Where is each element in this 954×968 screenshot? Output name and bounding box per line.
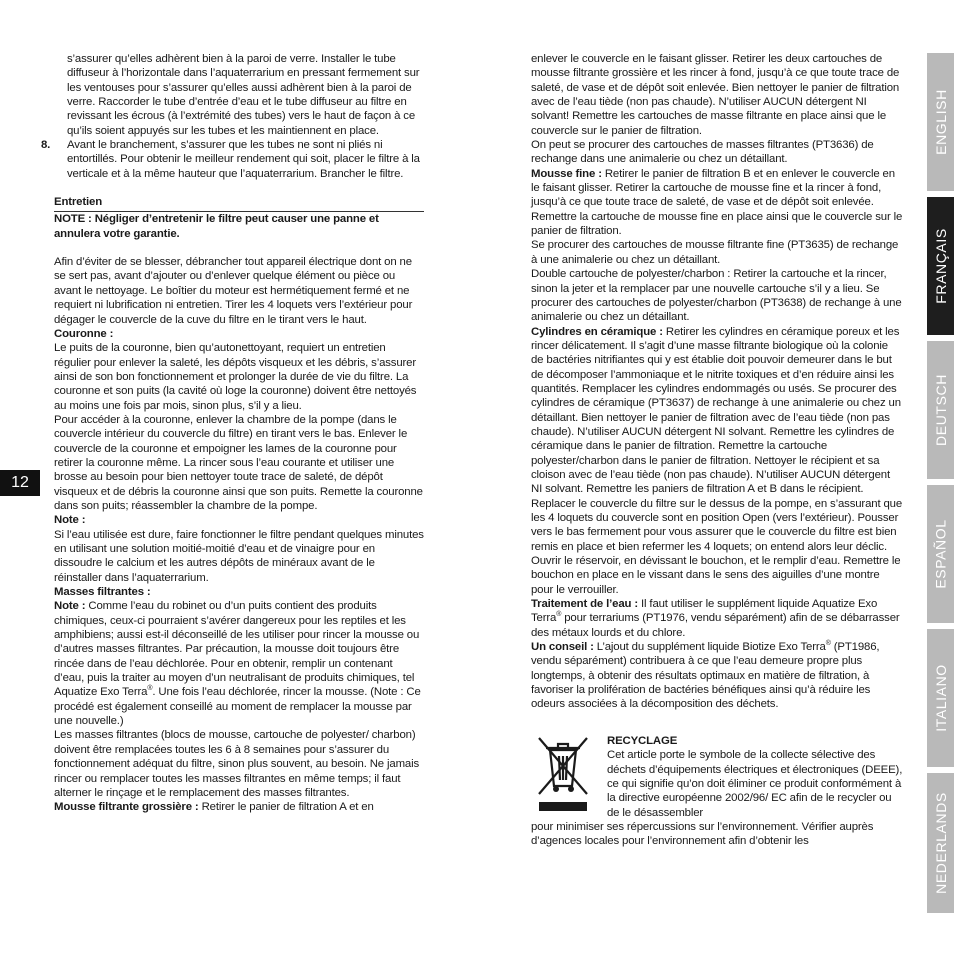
safety-paragraph: Afin d’éviter de se blesser, débrancher tout appareil électrique dont on ne se sert pas, avant d’ajouter ou d’enlever quelque élément ou pièce ou avant le nettoyage. Le boîtier du moteur est hermétiquement fermé et ne requiert ni lubrification ni entretien. Tirer les 4 loquets vers l’extérieur pour dégager le couvercle de la cuve du filtre en le tirant vers le haut.	[54, 256, 413, 326]
recycling-paragraph-1: Cet article porte le symbole de la collecte sélective des déchets d’équipements électriques et électroniques (DEEE), ce qui signifie qu’on doit éliminer ce produit conformément à la directive européenne 2002/96/ EC afin de le recycler ou de le désassembler	[607, 749, 903, 819]
step7-continued: s’assurer qu’elles adhèrent bien à la paroi de verre. Installer le tube diffuseur à l’horizontale dans l’aquaterrarium en pressant fermement sur les ventouses pour s’assurer qu’elles aussi adhèrent bien à la paroi de verre. Raccorder le tube d’entrée d’eau et le tube diffuseur au filtre en revissant les écrous (à l’extrémité des tubes) vers le haut de façon à ce qu’ils soient appuyés sur les tubes et les maintiennent en place.	[67, 53, 420, 137]
masses-note-text-b: . Une fois l’eau déchlorée, rincer la mousse. (Note : Ce procédé est également conseillé au moment de remplacer la mousse par une nouvelle.)	[54, 686, 421, 728]
step-8-number: 8.	[41, 139, 51, 152]
step-8	[41, 138, 424, 181]
step-8-text: Avant le branchement, s’assurer que les tubes ne sont ni pliés ni entortillés. Pour obtenir le meilleur rendement qui soit, placer le filtre à la verticale et à la même hauteur que l’aquaterrarium. Brancher le filtre.	[67, 139, 420, 180]
warranty-note: NOTE : Négliger d’entretenir le filtre peut causer une panne et annulera votre garantie.	[54, 213, 379, 240]
grossiere-continued: enlever le couvercle en le faisant glisser. Retirer les deux cartouches de mousse filtrante grossière et les rincer à fond, jusqu’à ce que toute trace de saleté, de vase et de dépôt soit enlevée. Bien nettoyer le panier de filtration avec de l’eau tiède (non pas chaude). N’utiliser AUCUN détergent NI solvant! Remettre les cartouches de masse filtrante en place ainsi que le couvercle sur le panier de filtration.	[531, 53, 900, 137]
recycling-heading: RECYCLAGE	[607, 734, 678, 747]
fine-refill-info: Se procurer des cartouches de mousse filtrante fine (PT3635) de rechange à une animalerie ou chez un détaillant.	[531, 239, 899, 266]
tip-text-b: (PT1986, vendu séparément) contribuera à ce que l’eau demeure propre plus longtemps, à obtenir des résultats optimaux en matière de filtration, à favoriser la prolifération de bactéries bénéfiques ainsi qu’à réduire les odeurs associées à la décomposition des déchets.	[531, 641, 880, 711]
tab-english[interactable]: ENGLISH	[927, 53, 954, 191]
recycling-section	[531, 734, 903, 849]
water-treatment-text-a: Il faut utiliser le supplément liquide Aquatize Exo Terra	[531, 598, 878, 625]
registered-mark: ®	[556, 611, 562, 619]
grossiere-text: Retirer le panier de filtration A et en	[198, 801, 374, 814]
section-heading-entretien: Entretien	[54, 195, 424, 212]
right-column	[531, 52, 903, 849]
fine-text: Retirer le panier de filtration B et en enlever le couvercle en le faisant glisser. Retirer la cartouche de mousse fine et la rincer à fond, jusqu’à ce que toute trace de saleté, de vase et de dépôt soit enlevée. Remettre la cartouche de mousse fine en place ainsi que le couvercle sur le panier de filtration.	[531, 167, 903, 238]
water-treatment-text-b: pour terrariums (PT1976, vendu séparément) afin de se débarrasser des métaux lourds et du chlore.	[531, 612, 900, 639]
grossiere-paragraph	[54, 800, 424, 814]
tab-nederlands[interactable]: NEDERLANDS	[927, 773, 954, 913]
page-number: 12	[0, 470, 40, 496]
polyester-paragraph: Double cartouche de polyester/charbon : Retirer la cartouche et la rincer, sinon la jeter et la remplacer par une nouvelle cartouche s’il y a lieu. Se procurer des cartouches de polyester/charbon (PT3638) de rechange à une animalerie ou chez un détaillant.	[531, 268, 902, 324]
grossiere-label: Mousse filtrante grossière :	[54, 801, 199, 814]
registered-mark: ®	[825, 640, 831, 648]
couronne-paragraph-2: Pour accéder à la couronne, enlever la chambre de la pompe (dans le couvercle intérieur du couvercle du filtre) en tirant vers le bas. Enlever le couvercle de la couronne et empoigner les lames de la couronne pour retirer la couronne même. La rincer sous l’eau courante et utiliser une brosse au besoin pour bien nettoyer toute trace de saleté, de dépôt visqueux et de débris la couronne ainsi que son puits. Remette la couronne dans son puits; réassembler la chambre de la pompe.	[54, 413, 423, 512]
couronne-paragraph-1: Le puits de la couronne, bien qu’autonettoyant, requiert un entretien régulier pour enlever la saleté, les dépôts visqueux et les débris, s’assurer ainsi de son bon fonctionnement et prolonger la durée de vie du filtre. La couronne et son puits (la cavité où loge la couronne) doivent être nettoyés au moins une fois par mois, sinon plus, s’il y a lieu.	[54, 342, 417, 412]
masses-heading: Masses filtrantes :	[54, 586, 151, 599]
reservoir-paragraph: Ouvrir le réservoir, en dévissant le bouchon, et le remplir d’eau. Remettre le bouchon en place en le vissant dans le sens des aiguilles d’une montre pour le verrouiller.	[531, 555, 901, 596]
masses-paragraph-2: Les masses filtrantes (blocs de mousse, cartouche de polyester/ charbon) doivent être remplacées toutes les 6 à 8 semaines pour s’assurer du fonctionnement adéquat du filtre, sinon plus souvent, au besoin. Ne jamais rincer ou remplacer toutes les masses filtrantes en même temps; il faut alterner le rinçage et le remplacement des masses filtrantes.	[54, 729, 420, 799]
tip-paragraph	[531, 640, 903, 712]
recycling-paragraph-2: pour minimiser ses répercussions sur l’environnement. Vérifier auprès d’agences locales pour l’environnement afin d’obtenir les	[531, 820, 874, 848]
note-heading: Note :	[54, 514, 86, 527]
masses-note-label: Note :	[54, 600, 86, 613]
fine-paragraph	[531, 167, 903, 239]
masses-note-paragraph	[54, 599, 424, 728]
left-column	[41, 52, 424, 815]
ceramic-text: Retirer les cylindres en céramique poreux et les rincer délicatement. Il s’agit d’une masse filtrante biologique où la colonie de bactéries nitrifiantes qui y est établie doit pouvoir demeurer dans le but de décomposer l’ammoniaque et le nitrite toxiques et d’en réduire ainsi les quantités. Remplacer les cylindres endommagés ou usés. Se procurer des cylindres de céramique (PT3637) de rechange à une animalerie ou chez un détaillant. Bien nettoyer le panier de filtration avec de l’eau tiède (non pas chaude). N’utiliser AUCUN détergent NI solvant. Remettre les cylindres de céramique dans le panier de filtration. Remettre la cartouche polyester/charbon dans le panier de filtration. Nettoyer le récipient et sa cloison avec de l’eau tiède (non pas chaude). N’utiliser AUCUN détergent NI solvant. Remettre les paniers de filtration A et B dans le récipient.	[531, 325, 901, 496]
tab-italiano[interactable]: ITALIANO	[927, 629, 954, 767]
tip-text-a: L’ajout du supplément liquide Biotize Exo Terra	[593, 641, 826, 654]
ceramic-label: Cylindres en céramique :	[531, 325, 663, 338]
tab-espanol[interactable]: ESPAÑOL	[927, 485, 954, 623]
registered-mark: ®	[147, 685, 153, 693]
ceramic-paragraph	[531, 325, 903, 497]
tip-label: Un conseil :	[531, 641, 594, 654]
lid-paragraph: Replacer le couvercle du filtre sur le dessus de la pompe, en s’assurant que les 4 loquets du couvercle sont en position Open (vers l’extérieur). Pousser vers le bas fermement pour vous assurer que le couvercle du filtre est bien remis en place et bien refermer les 4 loquets; on entend alors leur déclic.	[531, 497, 903, 553]
tab-deutsch[interactable]: DEUTSCH	[927, 341, 954, 479]
language-tabs	[927, 53, 954, 913]
note-paragraph: Si l’eau utilisée est dure, faire fonctionner le filtre pendant quelques minutes en utilisant une solution moitié-moitié d’eau et de vinaigre pour en dissoudre le calcium et les autres dépôts de minéraux avant de le réinstaller dans l’aquaterrarium.	[54, 528, 424, 584]
water-treatment-paragraph	[531, 597, 903, 640]
fine-label: Mousse fine :	[531, 167, 602, 180]
masses-note-text-a: Comme l’eau du robinet ou d’un puits contient des produits chimiques, ceux-ci pourraient s’avérer dangereux pour les reptiles et les amphibiens; aussi est-il déconseillé de les utiliser pour rincer la mousse ou d’autres masses filtrantes. Par précaution, la mousse doit toujours être rincée dans de l’eau déchlorée. Pour en obtenir, remplir un contenant d’eau, puis la traiter au moyen d’un neutralisant de produits chimiques, tel Aquatize Exo Terra	[54, 600, 420, 699]
water-treatment-label: Traitement de l’eau :	[531, 598, 638, 611]
crossed-bin-icon	[537, 734, 589, 814]
grossiere-refill-info: On peut se procurer des cartouches de masses filtrantes (PT3636) de rechange dans une animalerie ou chez un détaillant.	[531, 139, 874, 166]
tab-francais[interactable]: FRANÇAIS	[927, 197, 954, 335]
couronne-heading: Couronne :	[54, 327, 114, 340]
